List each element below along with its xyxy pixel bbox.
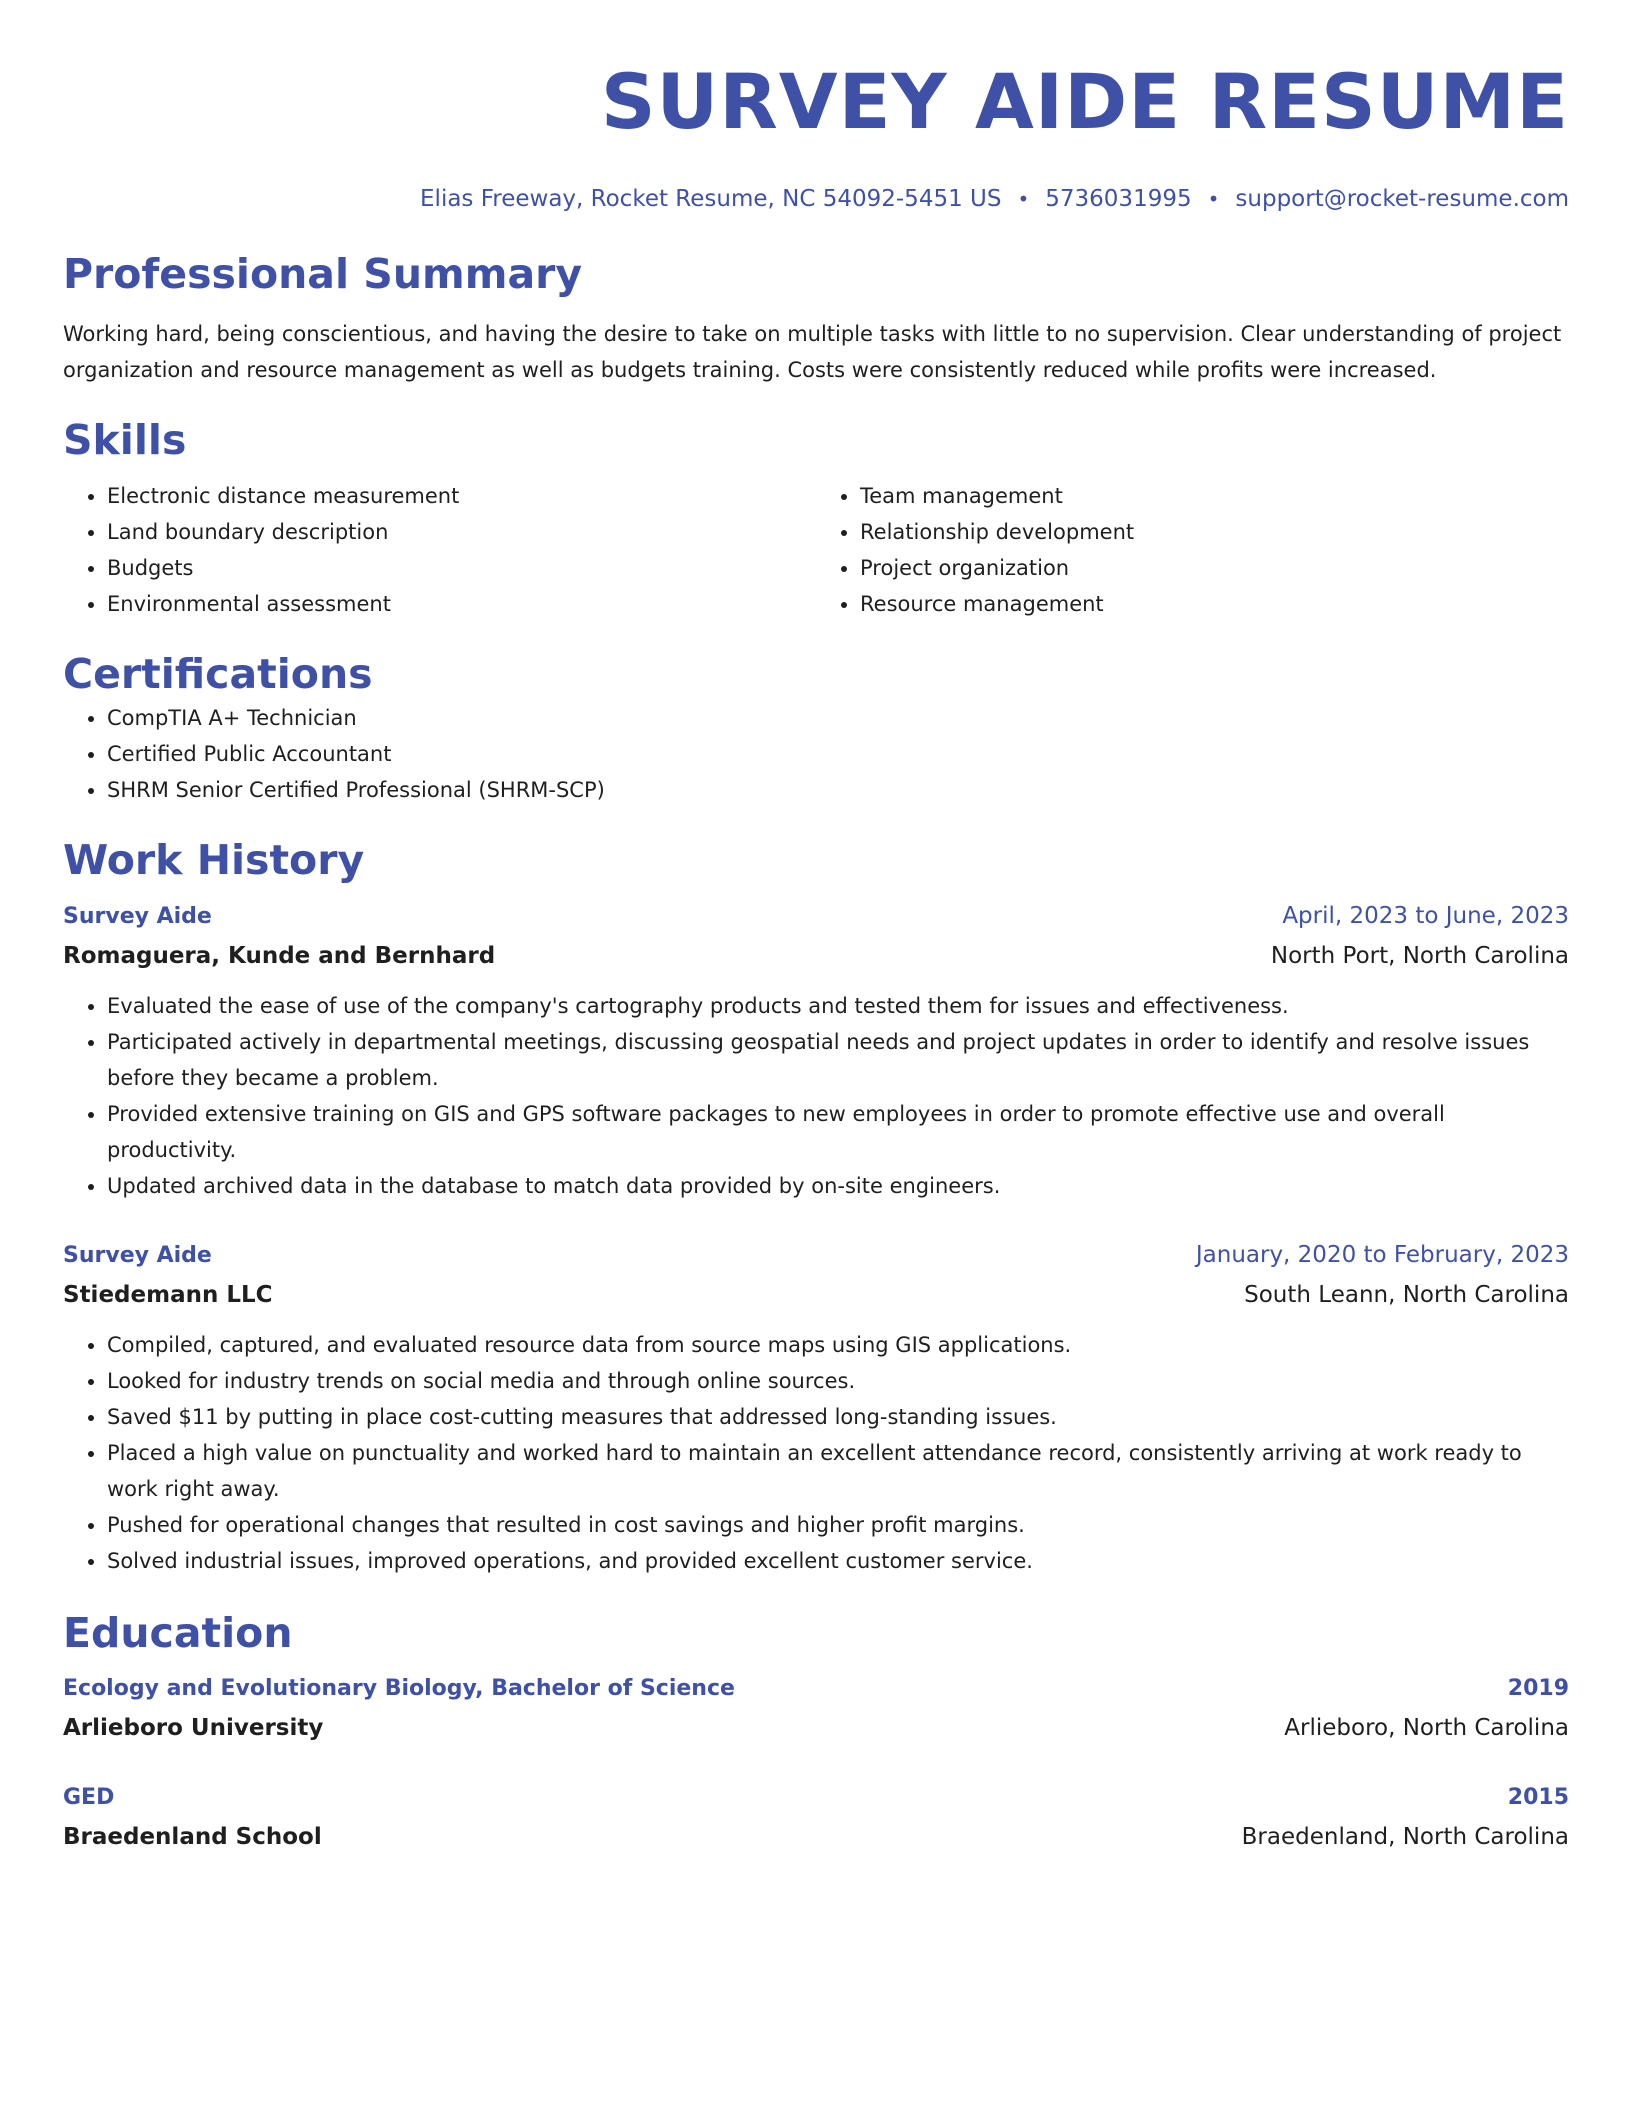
skills-heading: Skills [63, 416, 187, 464]
job-entry [63, 1237, 1569, 1579]
job-dates: April, 2023 to June, 2023 [1282, 903, 1569, 929]
job-title: Survey Aide [63, 1243, 212, 1268]
job-header-row [63, 1237, 1569, 1274]
job-bullets [63, 1327, 1569, 1579]
job-bullet: • Provided extensive training on GIS and GPS software packages to new employees in order to promote effective use and overall productivity. [107, 1096, 1569, 1168]
education-school: Braedenland School [63, 1824, 322, 1850]
skill-item: • Electronic distance measurement [107, 478, 816, 514]
job-bullet: • Saved $11 by putting in place cost-cutting measures that addressed long-standing issues. [107, 1399, 1569, 1435]
skill-item: • Team management [860, 478, 1569, 514]
skill-item: • Budgets [107, 550, 816, 586]
skills-list-left [63, 478, 816, 622]
contact-email: support@rocket-resume.com [1235, 186, 1569, 212]
job-bullet: • Compiled, captured, and evaluated resource data from source maps using GIS applications. [107, 1327, 1569, 1363]
job-entry [63, 898, 1569, 1204]
education-year: 2015 [1507, 1785, 1569, 1810]
contact-phone: 5736031995 [1045, 186, 1192, 212]
job-company: Stiedemann LLC [63, 1282, 273, 1308]
summary-text: Working hard, being conscientious, and having the desire to take on multiple tasks with little to no supervision. Clear understanding of project organization and resource management as well as budgets training. Costs were consistently reduced while profits were increased. [63, 322, 1562, 382]
education-school-row [63, 1816, 1569, 1855]
job-bullet: • Updated archived data in the database to match data provided by on-site engineers. [107, 1168, 1569, 1204]
job-bullet: • Participated actively in departmental meetings, discussing geospatial needs and project updates in order to identify and resolve issues before they became a problem. [107, 1024, 1569, 1096]
education-entry [63, 1780, 1569, 1855]
work-history-heading: Work History [63, 836, 365, 884]
certifications-heading: Certifications [63, 650, 373, 698]
skills-columns [63, 478, 1569, 622]
job-company-row [63, 935, 1569, 974]
education-header-row [63, 1671, 1569, 1707]
job-title: Survey Aide [63, 904, 212, 929]
job-bullet: • Evaluated the ease of use of the company's cartography products and tested them for issues and effectiveness. [107, 988, 1569, 1024]
education-heading: Education [63, 1609, 293, 1657]
education-header-row [63, 1780, 1569, 1816]
certification-item: • Certified Public Accountant [107, 736, 1569, 772]
skill-item: • Environmental assessment [107, 586, 816, 622]
job-company-row [63, 1274, 1569, 1313]
education-location: Arlieboro, North Carolina [1284, 1715, 1569, 1741]
education-school-row [63, 1707, 1569, 1746]
job-dates: January, 2020 to February, 2023 [1195, 1242, 1569, 1268]
contact-separator: • [1207, 187, 1220, 211]
contact-address: Elias Freeway, Rocket Resume, NC 54092-5451 US [420, 186, 1002, 212]
job-bullet: • Placed a high value on punctuality and worked hard to maintain an excellent attendance record, consistently arriving at work ready to work right away. [107, 1435, 1569, 1507]
resume-title: SURVEY AIDE RESUME [600, 57, 1569, 146]
skills-list-right [816, 478, 1569, 622]
education-degree: GED [63, 1785, 115, 1810]
job-bullet: • Pushed for operational changes that resulted in cost savings and higher profit margins. [107, 1507, 1569, 1543]
certifications-list [63, 700, 1569, 808]
job-company: Romaguera, Kunde and Bernhard [63, 943, 496, 969]
education-entry [63, 1671, 1569, 1746]
job-location: South Leann, North Carolina [1244, 1282, 1569, 1308]
job-header-row [63, 898, 1569, 935]
education-location: Braedenland, North Carolina [1241, 1824, 1569, 1850]
certification-item: • CompTIA A+ Technician [107, 700, 1569, 736]
education-degree: Ecology and Evolutionary Biology, Bachelor of Science [63, 1676, 735, 1701]
job-bullet: • Looked for industry trends on social media and through online sources. [107, 1363, 1569, 1399]
summary-heading: Professional Summary [63, 250, 583, 298]
education-school: Arlieboro University [63, 1715, 324, 1741]
contact-separator: • [1017, 187, 1030, 211]
job-location: North Port, North Carolina [1270, 943, 1569, 969]
skill-item: • Project organization [860, 550, 1569, 586]
certification-item: • SHRM Senior Certified Professional (SHRM-SCP) [107, 772, 1569, 808]
contact-line [63, 184, 1569, 214]
education-year: 2019 [1507, 1676, 1569, 1701]
skill-item: • Relationship development [860, 514, 1569, 550]
job-bullet: • Solved industrial issues, improved operations, and provided excellent customer service. [107, 1543, 1569, 1579]
skill-item: • Resource management [860, 586, 1569, 622]
job-bullets [63, 988, 1569, 1204]
skill-item: • Land boundary description [107, 514, 816, 550]
